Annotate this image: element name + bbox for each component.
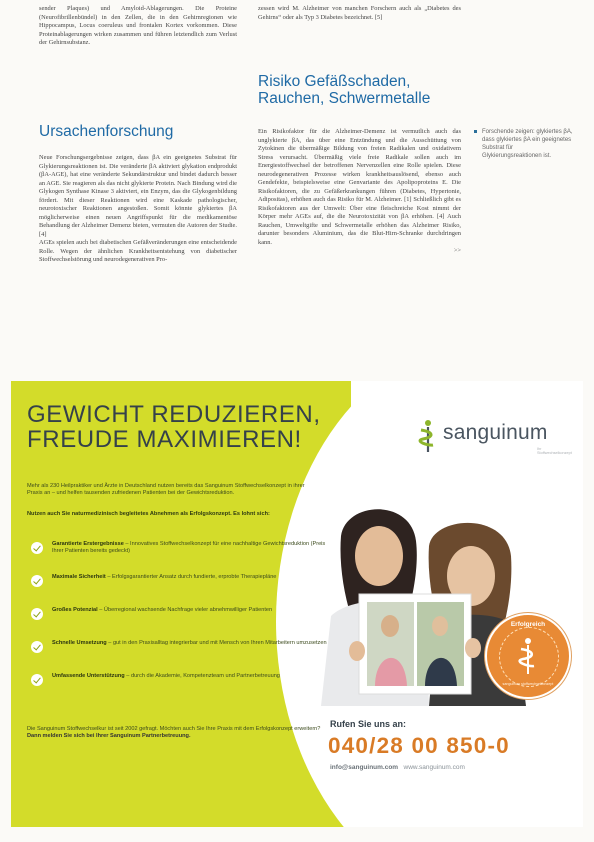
badge-caduceus-icon <box>515 637 541 675</box>
badge-title: Erfolgreich <box>510 621 546 628</box>
benefit-text: – Überregional wachsende Nachfrage vieler abnehmwilliger Patienten <box>99 607 273 613</box>
benefit-title: Maximale Sicherheit <box>52 574 106 580</box>
sanguinum-logo <box>416 419 576 459</box>
article-column-1-top <box>39 5 237 48</box>
ad-outro <box>27 726 327 741</box>
benefit-title: Garantierte Erstergebnisse <box>52 541 124 547</box>
checkmark-icon <box>31 608 43 620</box>
checkmark-icon <box>31 542 43 554</box>
benefit-item <box>27 541 327 574</box>
erfolgreich-badge <box>485 613 571 699</box>
checkmark-icon <box>31 641 43 653</box>
sidenote-text: Forschende zeigen: glykiertes βA, dass glykiertes βA ein geeignetes Substrat für Glykierungsreaktionen ist. <box>482 129 573 159</box>
badge-subtitle: sanguinum stoffwechselkonzept <box>502 682 554 686</box>
logo-wordmark: sanguinum <box>443 421 548 444</box>
benefit-text: – gut in den Praxisalltag integrierbar und mit Mensch von Ihren Mitarbeitern umzusetzen <box>108 640 327 646</box>
benefit-title: Schnelle Umsetzung <box>52 640 107 646</box>
checkmark-icon <box>31 674 43 686</box>
benefit-title: Großes Potenzial <box>52 607 98 613</box>
ad-intro-text: Mehr als 230 Heilpraktiker und Ärzte in Deutschland nutzen bereits das Sanguinum Stoffwechselkonzept in ihrer Praxis an – und helfen tausenden zufriedenen Patienten bei der Gewichtsreduktion. <box>27 483 305 497</box>
benefit-item <box>27 574 327 607</box>
article-causes-section <box>39 154 237 265</box>
email-link[interactable]: info@sanguinum.com <box>330 764 399 771</box>
ad-intro-bold: Nutzen auch Sie naturmedizinisch begleitetes Abnehmen als Erfolgskonzept. Es lohnt sich: <box>27 511 270 517</box>
continue-mark: >> <box>453 247 461 254</box>
phone-number[interactable]: 040/28 00 850-0 <box>328 733 510 758</box>
benefit-item <box>27 640 327 673</box>
article-causes-text-2: AGEs spielen auch bei diabetischen Gefäßveränderungen eine entscheidende Rolle. Wegen der ähnlichen Krankheitsentstehung von diabetischer Stoffwechselstörung und neurodegenerativen Pro- <box>39 239 237 263</box>
ad-headline-line-2: FREUDE MAXIMIEREN! <box>27 426 302 453</box>
article-risk-text: Ein Risikofaktor für die Alzheimer-Demenz ist vermutlich auch das unglykierte βA, das über eine Entzündung und die Ausschüttung von Zytokinen die übermäßige Bildung von freien Radikalen und oxidativem Stress verursacht. Übermäßig viele freie Radikale sollen auch im Energiestoffwechsel der betroffenen Nervenzellen eine Rolle spielen. Diese neurodegenerativen Prozesse wirken krankheitsauslösend, ebenso auch Gendefekte, beispielsweise eine Genvariante des Apolipoproteins E. Die Risikofaktoren, die zu Gefäßerkrankungen führen (Diabetes, Hypertonie, Adipositas), erhöhen auch das Risiko für M. Alzheimer. [1] Schließlich gibt es Risikofaktoren aus der Umwelt: Über eine fleischreiche Kost nimmt der Körper mehr AGEs auf, die die Neurotoxizität von βA erhöhen. [4] Auch Rauchen, Umweltgifte und Schwermetalle erhöhen das Alzheimer Risiko, darunter besonders Aluminium, das die Blut-Hirn-Schranke durchdringen kann. <box>258 128 461 246</box>
article-col2-intro: zessen wird M. Alzheimer von manchen Forschern auch als „Diabetes des Gehirns“ oder als Typ 3 Diabetes bezeichnet. [5] <box>258 5 461 21</box>
ad-headline-line-1: GEWICHT REDUZIEREN, <box>27 401 321 428</box>
benefit-text: – durch die Akademie, Kompetenzteam und Partnerbetreuung <box>126 673 280 679</box>
benefit-text: – Innovatives Stoffwechselkonzept für eine nachhaltige Gewichtsreduktion (Preis Ihrer Patienten bereits gedeckt) <box>52 541 326 554</box>
ad-headline <box>27 402 347 452</box>
logo-tagline: Ihr Stoffwechselkonzept <box>537 447 572 455</box>
ad-benefit-list <box>27 541 327 706</box>
benefit-item <box>27 607 327 640</box>
caduceus-icon <box>416 419 440 453</box>
sidenote <box>482 128 574 160</box>
sidenote-bullet <box>474 130 477 133</box>
benefit-title: Umfassende Unterstützung <box>52 673 125 679</box>
heading-risiko: Risiko Gefäßschaden, Rauchen, Schwermetalle <box>258 73 431 107</box>
call-label: Rufen Sie uns an: <box>330 719 407 729</box>
article-causes-text: Neue Forschungsergebnisse zeigen, dass βA ein geeignetes Substrat für Glykierungsreaktionen ist. Die veränderte βA aktiviert glykation endprodukt (βA-AGE), hat eine veränderte Sekundärstruktur und bindet dadurch besser an AGE. Sie reagieren als das nicht glykierte Protein. Nach Bindung wird die Glykogen Synthase Kinase 3 aktiviert, ein Enzym, das die Glykogenbildung fördert. Mit dieser Reaktionen wird eine Kaskade pathologischer, neurotoxischer Reaktionen angestoßen. Somit könnte glykiertes βA möglicherweise einen neuen Angriffspunkt für die medikamentöse Behandlung der Alzheimer Demenz bieten, vermuten die Autoren der Studie. [4] <box>39 154 237 238</box>
ad-outro-text: Die Sanguinum Stoffwechselkur ist seit 2002 gefragt. Möchten auch Sie Ihre Praxis mit dem Erfolgskonzept erweitern? <box>27 726 321 732</box>
heading-ursachenforschung: Ursachenforschung <box>39 123 174 140</box>
article-column-2-top <box>258 5 461 22</box>
benefit-item <box>27 673 327 706</box>
benefit-text: – Erfolgsgarantierter Ansatz durch fundierte, erprobte Therapiepläne <box>107 574 277 580</box>
article-intro-text: sender Plaques) und Amyloid-Ablagerungen. Die Proteine (Neurofibrillenbündel) in den Zellen, die in den Gehirnregionen wie Hippocampus, Locus coeruleus und frontalen Kortex vorkommen. Diese Proteinablagerungen wirken zusammen und führen letztendlich zum Verlust der Gehirnsubstanz. <box>39 5 237 46</box>
contact-line <box>330 764 465 771</box>
website-link[interactable]: www.sanguinum.com <box>403 764 465 771</box>
sanguinum-advertisement <box>11 381 583 827</box>
ad-outro-bold: Dann melden Sie sich bei Ihrer Sanguinum Partnerbetreuung. <box>27 733 191 740</box>
checkmark-icon <box>31 575 43 587</box>
article-risk-section <box>258 128 461 256</box>
